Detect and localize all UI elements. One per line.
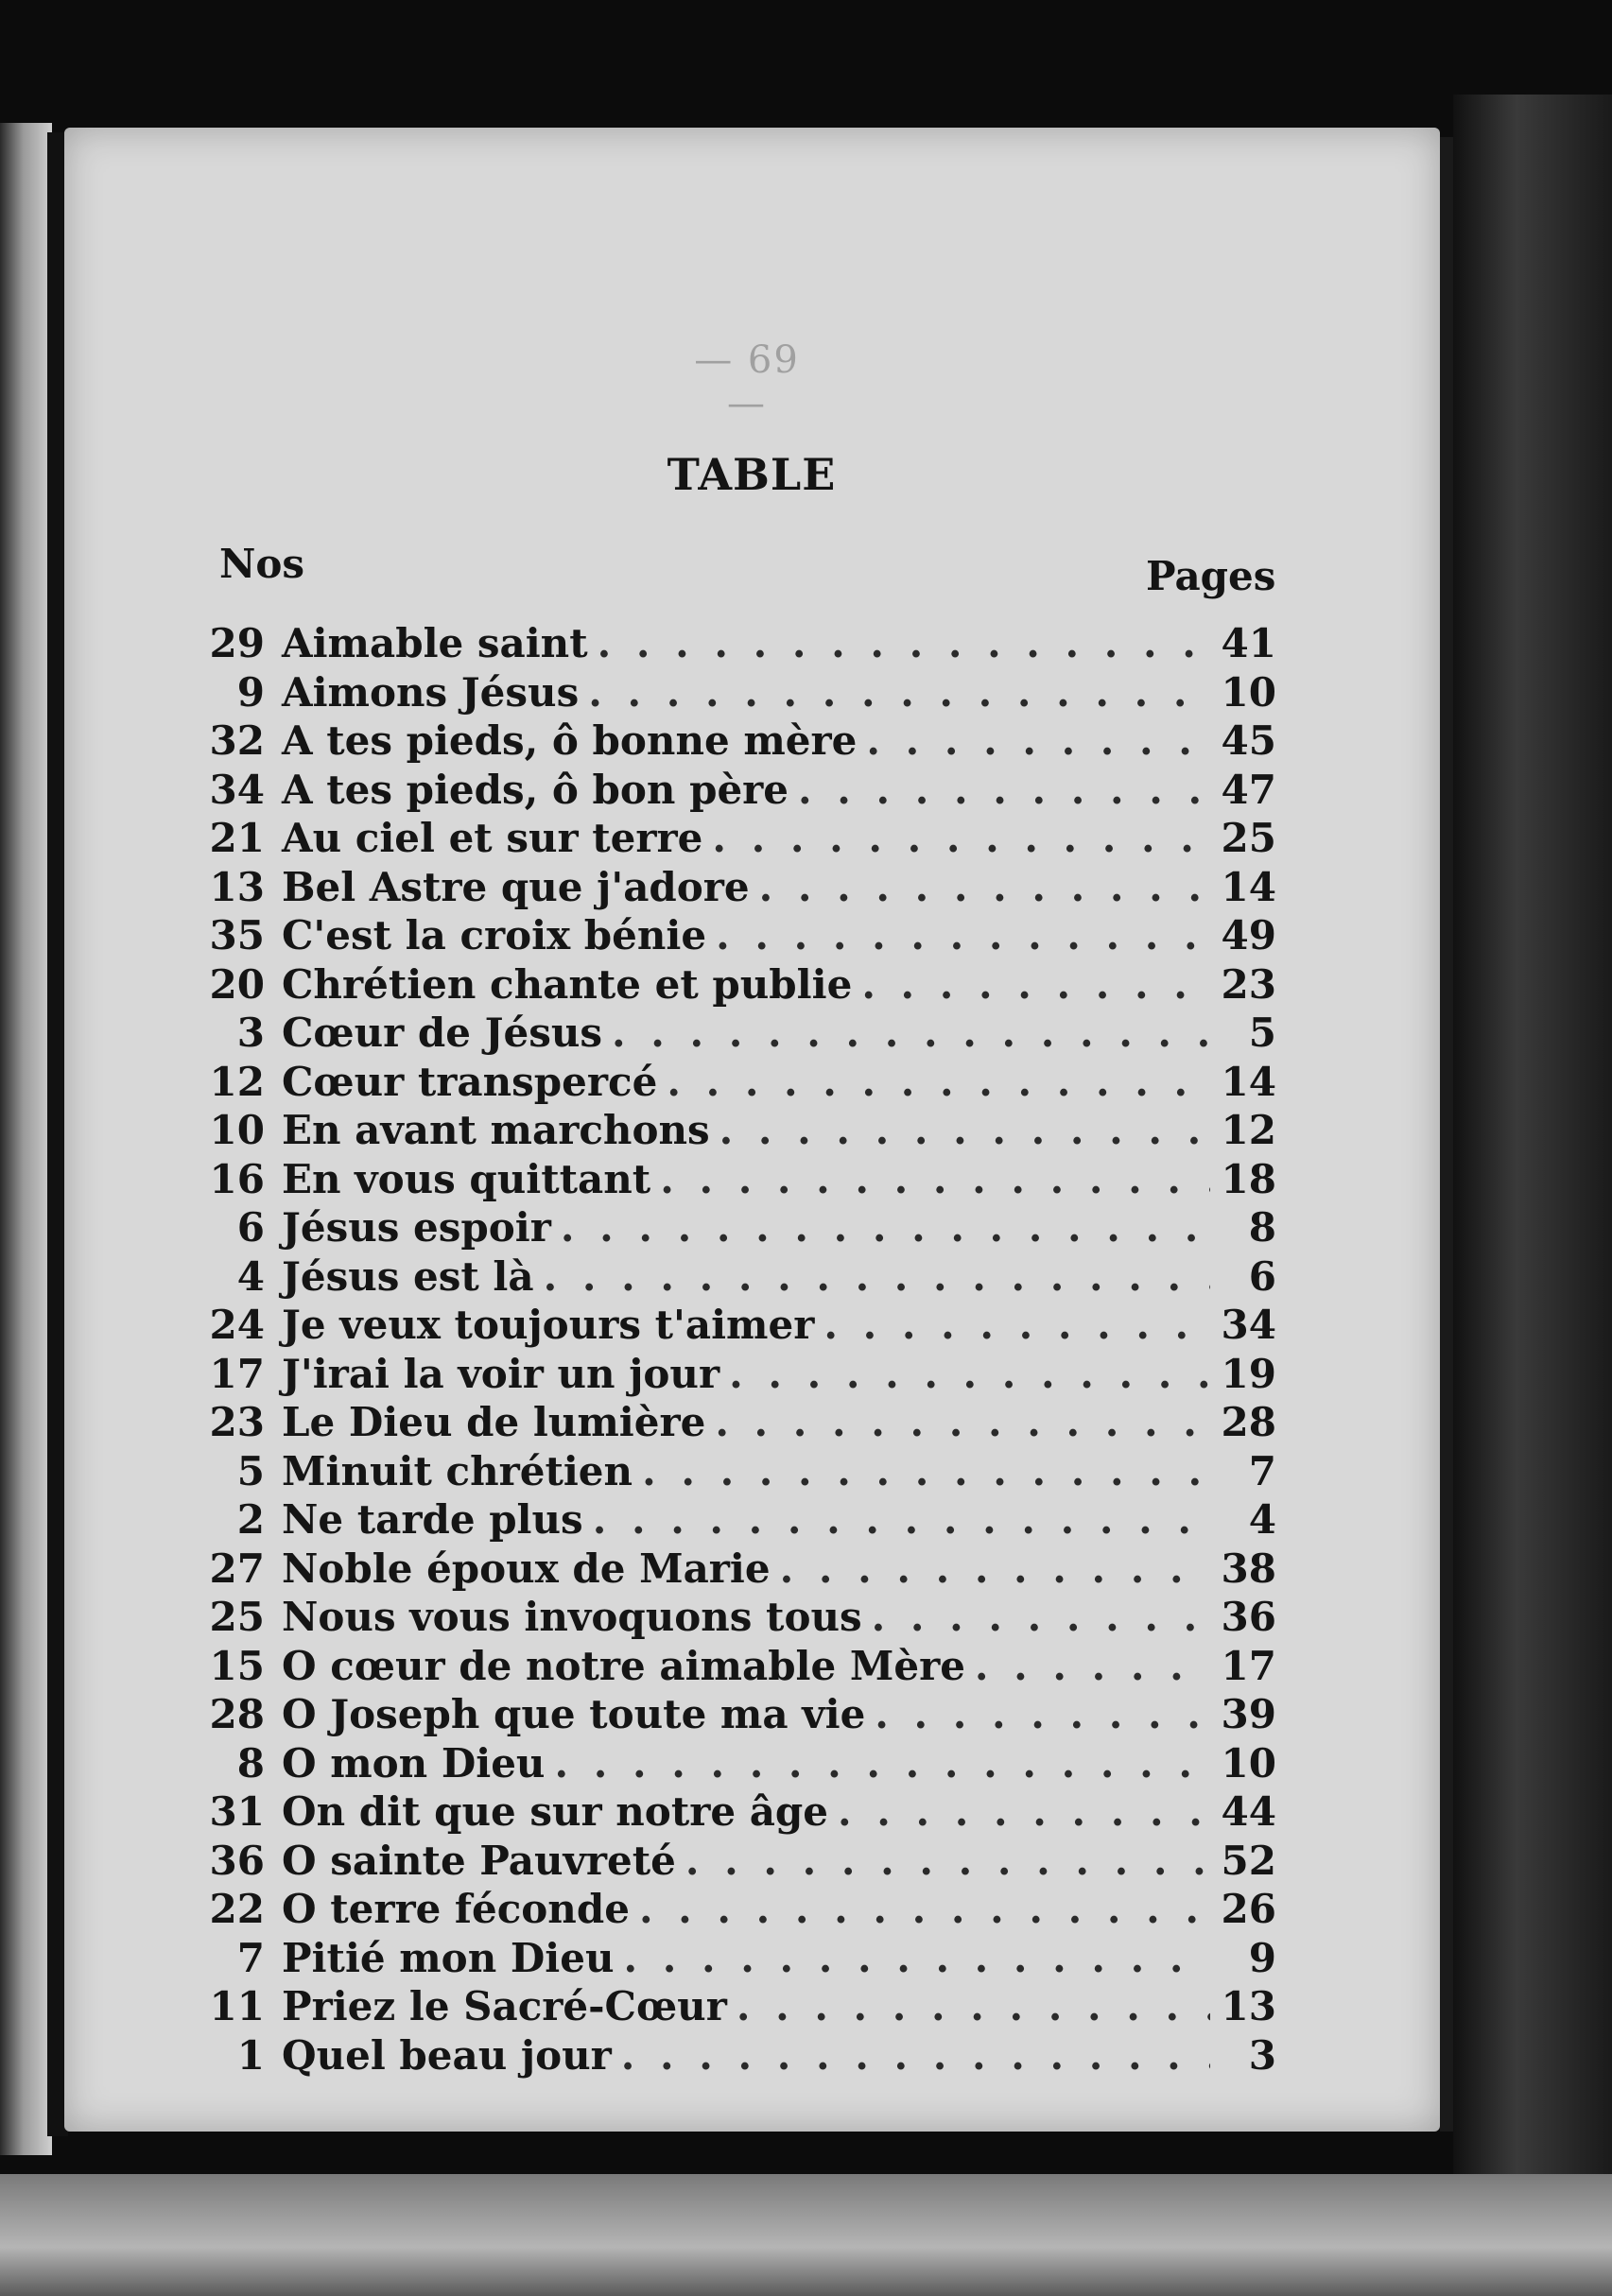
entry-page: 4 xyxy=(1248,1496,1276,1543)
entry-title: En avant marchons xyxy=(282,1107,710,1153)
leader-dots xyxy=(875,1690,1210,1739)
entry-page: 34 xyxy=(1221,1302,1276,1348)
leader-dots xyxy=(712,814,1210,863)
entry-title: Pitié mon Dieu xyxy=(282,1934,615,1981)
background-bottom xyxy=(0,2174,1612,2296)
toc-entry xyxy=(189,1106,1276,1155)
left-page-edge xyxy=(0,123,52,2155)
column-header-pages: Pages xyxy=(1146,553,1276,599)
entry-page: 39 xyxy=(1221,1691,1276,1737)
entry-number: 28 xyxy=(209,1691,265,1737)
toc-entry xyxy=(189,1837,1276,1886)
entry-title: Aimons Jésus xyxy=(282,668,580,716)
leader-dots xyxy=(780,1545,1210,1594)
entry-page: 8 xyxy=(1248,1204,1276,1251)
entry-number: 9 xyxy=(236,668,265,716)
leader-dots xyxy=(861,960,1210,1010)
entry-title: O cœur de notre aimable Mère xyxy=(282,1642,965,1689)
leader-dots xyxy=(719,1106,1210,1155)
entry-page: 14 xyxy=(1221,863,1276,910)
toc-entry xyxy=(189,2031,1276,2080)
entry-page: 10 xyxy=(1221,1739,1276,1787)
leader-dots xyxy=(667,1058,1210,1107)
entry-title: Aimable saint xyxy=(282,620,588,666)
leader-dots xyxy=(588,668,1210,717)
entry-title: A tes pieds, ô bon père xyxy=(282,766,789,813)
entry-number: 29 xyxy=(209,620,265,666)
leader-dots xyxy=(554,1739,1210,1788)
entry-title: Quel beau jour xyxy=(282,2031,612,2079)
entry-page: 49 xyxy=(1221,912,1276,958)
entry-page: 13 xyxy=(1221,1983,1276,2029)
entry-page: 28 xyxy=(1221,1399,1276,1445)
entry-title: Bel Astre que j'adore xyxy=(282,863,750,910)
toc-entry xyxy=(189,1934,1276,1983)
toc-entry xyxy=(189,1203,1276,1252)
toc-entry xyxy=(189,1495,1276,1545)
toc-entry xyxy=(189,1885,1276,1934)
table-of-contents xyxy=(189,619,1276,2080)
leader-dots xyxy=(660,1155,1210,1204)
leader-dots xyxy=(715,1398,1210,1447)
leader-dots xyxy=(612,1009,1210,1058)
entry-number: 34 xyxy=(209,766,265,813)
entry-title: Au ciel et sur terre xyxy=(282,815,703,861)
entry-page: 44 xyxy=(1221,1788,1276,1835)
entry-number: 32 xyxy=(209,717,265,764)
leader-dots xyxy=(639,1885,1210,1934)
entry-title: Je veux toujours t'aimer xyxy=(282,1302,815,1348)
entry-page: 17 xyxy=(1221,1642,1276,1689)
leader-dots xyxy=(737,1982,1210,2031)
entry-title: Cœur de Jésus xyxy=(282,1010,603,1056)
entry-page: 12 xyxy=(1221,1107,1276,1153)
entry-title: Jésus est là xyxy=(282,1252,534,1300)
leader-dots xyxy=(642,1447,1210,1496)
leader-dots xyxy=(798,766,1210,815)
entry-title: Nous vous invoquons tous xyxy=(282,1594,862,1640)
entry-page: 5 xyxy=(1248,1010,1276,1056)
entry-title: O mon Dieu xyxy=(282,1739,546,1787)
entry-title: C'est la croix bénie xyxy=(282,912,707,958)
entry-title: A tes pieds, ô bonne mère xyxy=(282,717,858,764)
entry-number: 31 xyxy=(209,1788,265,1835)
entry-title: On dit que sur notre âge xyxy=(282,1788,828,1835)
entry-page: 10 xyxy=(1221,668,1276,716)
entry-title: O sainte Pauvreté xyxy=(282,1837,676,1884)
leader-dots xyxy=(593,1495,1210,1545)
entry-number: 25 xyxy=(209,1594,265,1640)
entry-page: 47 xyxy=(1221,766,1276,813)
entry-title: Cœur transpercé xyxy=(282,1058,658,1105)
leader-dots xyxy=(866,716,1210,766)
toc-entry xyxy=(189,1447,1276,1496)
entry-title: J'irai la voir un jour xyxy=(282,1350,720,1397)
entry-number: 13 xyxy=(209,863,265,910)
entry-page: 36 xyxy=(1221,1594,1276,1640)
entry-page: 19 xyxy=(1221,1350,1276,1397)
entry-page: 6 xyxy=(1248,1252,1276,1300)
toc-entry xyxy=(189,1058,1276,1107)
entry-page: 23 xyxy=(1221,960,1276,1008)
entry-number: 3 xyxy=(236,1010,265,1056)
entry-number: 22 xyxy=(209,1886,265,1932)
entry-number: 4 xyxy=(236,1252,265,1300)
entry-number: 35 xyxy=(209,912,265,958)
entry-title: Priez le Sacré-Cœur xyxy=(282,1983,727,2029)
page-edge-right xyxy=(1440,137,1453,2132)
leader-dots xyxy=(685,1837,1210,1886)
entry-number: 2 xyxy=(236,1496,265,1543)
leader-dots xyxy=(598,619,1210,668)
toc-entry xyxy=(189,1982,1276,2031)
entry-number: 10 xyxy=(209,1107,265,1153)
toc-entry xyxy=(189,911,1276,960)
toc-entry xyxy=(189,1739,1276,1788)
entry-title: Ne tarde plus xyxy=(282,1496,583,1543)
entry-number: 36 xyxy=(209,1837,265,1884)
toc-entry xyxy=(189,1155,1276,1204)
entry-title: Chrétien chante et publie xyxy=(282,960,853,1008)
toc-entry xyxy=(189,1350,1276,1399)
background-right xyxy=(1453,95,1612,2221)
entry-number: 23 xyxy=(209,1399,265,1445)
toc-entry xyxy=(189,1301,1276,1350)
leader-dots xyxy=(544,1252,1210,1302)
toc-entry xyxy=(189,1252,1276,1302)
entry-number: 1 xyxy=(236,2031,265,2079)
toc-entry xyxy=(189,1009,1276,1058)
toc-entry xyxy=(189,1593,1276,1642)
column-header-numbers: Nos xyxy=(219,541,305,587)
entry-title: En vous quittant xyxy=(282,1155,651,1202)
entry-page: 26 xyxy=(1221,1886,1276,1932)
entry-page: 7 xyxy=(1248,1447,1276,1494)
entry-number: 20 xyxy=(209,960,265,1008)
toc-entry xyxy=(189,619,1276,668)
leader-dots xyxy=(838,1787,1210,1837)
entry-page: 25 xyxy=(1221,815,1276,861)
entry-title: Jésus espoir xyxy=(282,1204,551,1251)
entry-title: Minuit chrétien xyxy=(282,1447,633,1494)
entry-page: 45 xyxy=(1221,717,1276,764)
leader-dots xyxy=(975,1642,1210,1691)
entry-page: 38 xyxy=(1221,1545,1276,1592)
toc-entry xyxy=(189,668,1276,717)
entry-number: 11 xyxy=(209,1983,265,2029)
toc-entry xyxy=(189,716,1276,766)
entry-title: O Joseph que toute ma vie xyxy=(282,1691,866,1737)
entry-page: 9 xyxy=(1248,1934,1276,1981)
leader-dots xyxy=(729,1350,1210,1399)
entry-number: 16 xyxy=(209,1155,265,1202)
entry-number: 15 xyxy=(209,1642,265,1689)
entry-number: 21 xyxy=(209,815,265,861)
leader-dots xyxy=(823,1301,1210,1350)
entry-page: 3 xyxy=(1248,2031,1276,2079)
toc-entry xyxy=(189,863,1276,912)
leader-dots xyxy=(623,1934,1210,1983)
leader-dots xyxy=(621,2031,1210,2080)
entry-page: 41 xyxy=(1221,620,1276,666)
entry-number: 24 xyxy=(209,1302,265,1348)
entry-page: 14 xyxy=(1221,1058,1276,1105)
leader-dots xyxy=(561,1203,1210,1252)
leader-dots xyxy=(716,911,1210,960)
toc-entry xyxy=(189,1545,1276,1594)
toc-entry xyxy=(189,960,1276,1010)
toc-entry xyxy=(189,766,1276,815)
entry-title: Le Dieu de lumière xyxy=(282,1399,706,1445)
page-number: — 69 — xyxy=(694,338,800,425)
entry-page: 18 xyxy=(1221,1155,1276,1202)
entry-title: O terre féconde xyxy=(282,1886,630,1932)
leader-dots xyxy=(759,863,1210,912)
entry-title: Noble époux de Marie xyxy=(282,1545,771,1592)
leader-dots xyxy=(872,1593,1210,1642)
entry-number: 5 xyxy=(236,1447,265,1494)
entry-page: 52 xyxy=(1221,1837,1276,1884)
entry-number: 17 xyxy=(209,1350,265,1397)
toc-entry xyxy=(189,814,1276,863)
entry-number: 12 xyxy=(209,1058,265,1105)
entry-number: 8 xyxy=(236,1739,265,1787)
page-title: TABLE xyxy=(667,449,837,500)
entry-number: 7 xyxy=(236,1934,265,1981)
toc-entry xyxy=(189,1398,1276,1447)
toc-entry xyxy=(189,1690,1276,1739)
toc-entry xyxy=(189,1642,1276,1691)
entry-number: 27 xyxy=(209,1545,265,1592)
toc-entry xyxy=(189,1787,1276,1837)
entry-number: 6 xyxy=(236,1204,265,1251)
